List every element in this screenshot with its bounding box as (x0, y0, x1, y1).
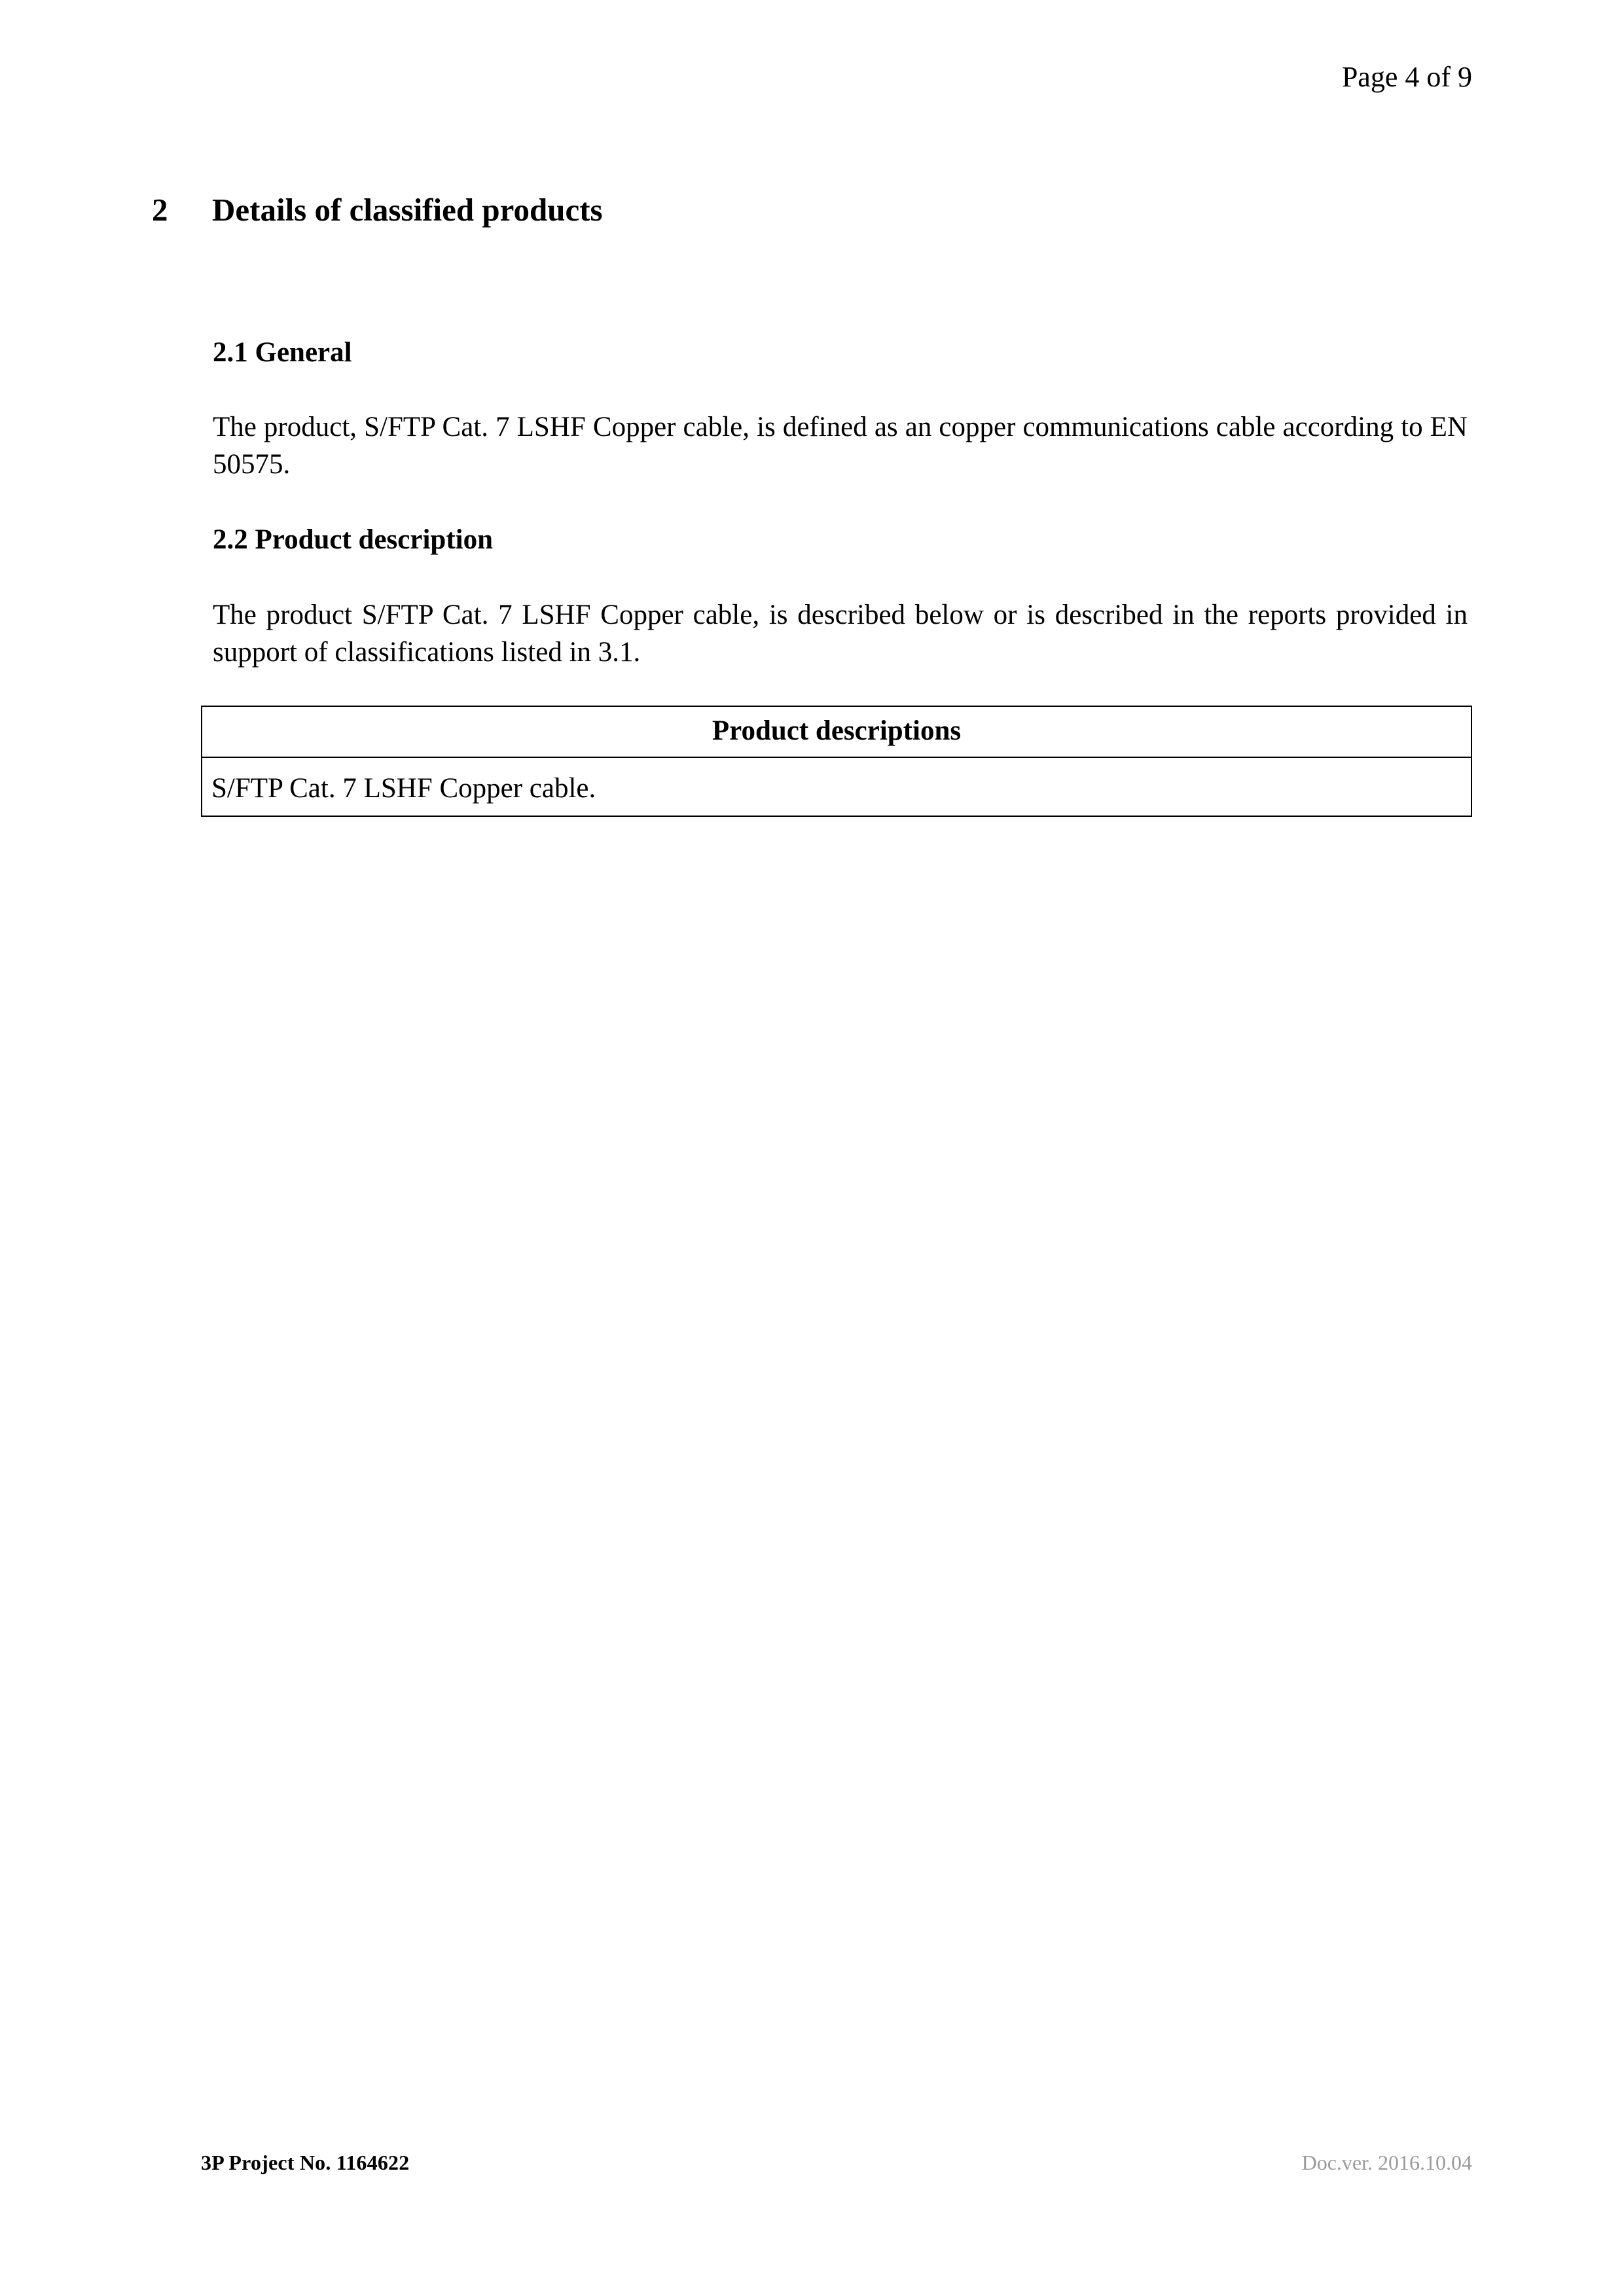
section-title: Details of classified products (212, 192, 603, 228)
section-number: 2 (152, 192, 168, 228)
subsection-body-general: The product, S/FTP Cat. 7 LSHF Copper cable, is defined as an copper communications cable according to EN 50575. (213, 412, 1468, 480)
table-column-header: Product descriptions (202, 707, 1471, 758)
subsection-heading-general: 2.1 General (213, 337, 352, 368)
section-heading (152, 191, 1474, 228)
table-row: S/FTP Cat. 7 LSHF Copper cable. (211, 772, 596, 804)
footer-doc-version: Doc.ver. 2016.10.04 (1301, 2151, 1472, 2174)
footer-project-number: 3P Project No. 1164622 (201, 2151, 410, 2174)
product-descriptions-table (201, 706, 1472, 817)
subsection-body-product-description: The product S/FTP Cat. 7 LSHF Copper cable, is described below or is described in the reports provided in support of classifications listed in 3.1. (213, 600, 1468, 668)
subsection-heading-product-description: 2.2 Product description (213, 524, 494, 555)
page-number-header: Page 4 of 9 (1341, 61, 1472, 93)
page-footer (201, 2151, 1472, 2175)
